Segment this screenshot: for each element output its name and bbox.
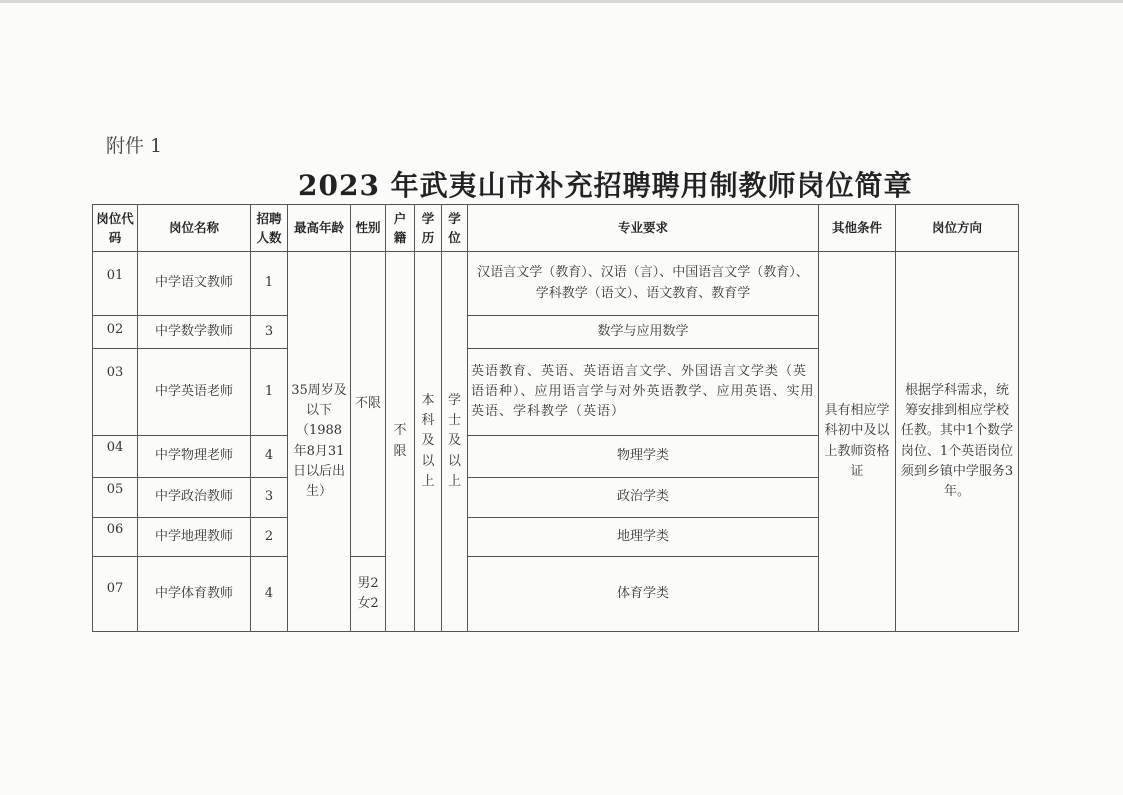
row-count: 1 bbox=[251, 252, 288, 316]
direction-cell: 根据学科需求，统筹安排到相应学校任教。其中1个数学岗位、1个英语岗位须到乡镇中学服务3年。 bbox=[896, 252, 1019, 632]
age-cell: 35周岁及以下（1988年8月31日以后出生） bbox=[288, 252, 351, 632]
row-code: 07 bbox=[93, 557, 138, 632]
row-major: 体育学类 bbox=[468, 557, 819, 632]
row-major: 地理学类 bbox=[468, 518, 819, 557]
gender-cell-07: 男2 女2 bbox=[351, 557, 386, 632]
row-major: 汉语言文学（教育）、汉语（言）、中国语言文学（教育）、学科教学（语文）、语文教育、教育学 bbox=[468, 252, 819, 316]
row-name: 中学地理教师 bbox=[138, 518, 251, 557]
table-row bbox=[93, 252, 1019, 316]
header-code: 岗位代码 bbox=[93, 205, 138, 252]
row-code: 02 bbox=[93, 316, 138, 349]
row-name: 中学语文教师 bbox=[138, 252, 251, 316]
row-code: 05 bbox=[93, 478, 138, 518]
row-major: 英语教育、英语、英语语言文学、外国语言文学类（英语语种）、应用语言学与对外英语教学、应用英语、实用英语、学科教学（英语） bbox=[468, 349, 819, 436]
header-gender: 性别 bbox=[351, 205, 386, 252]
scan-edge bbox=[0, 0, 1123, 3]
hukou-cell: 不限 bbox=[386, 252, 415, 632]
header-hukou: 户籍 bbox=[386, 205, 415, 252]
header-count: 招聘人数 bbox=[251, 205, 288, 252]
header-education: 学历 bbox=[415, 205, 442, 252]
header-direction: 岗位方向 bbox=[896, 205, 1019, 252]
page-title: 2023 年武夷山市补充招聘聘用制教师岗位简章 bbox=[298, 169, 913, 202]
row-code: 04 bbox=[93, 436, 138, 478]
gender-cell: 不限 bbox=[351, 252, 386, 557]
row-major: 数学与应用数学 bbox=[468, 316, 819, 349]
row-code: 01 bbox=[93, 252, 138, 316]
row-code: 03 bbox=[93, 349, 138, 436]
positions-table bbox=[92, 204, 1019, 632]
row-name: 中学物理老师 bbox=[138, 436, 251, 478]
row-name: 中学英语老师 bbox=[138, 349, 251, 436]
table-header-row bbox=[93, 205, 1019, 252]
header-name: 岗位名称 bbox=[138, 205, 251, 252]
other-cell: 具有相应学科初中及以上教师资格证 bbox=[819, 252, 896, 632]
education-cell: 本科及以上 bbox=[415, 252, 442, 632]
row-major: 政治学类 bbox=[468, 478, 819, 518]
row-count: 3 bbox=[251, 316, 288, 349]
row-count: 2 bbox=[251, 518, 288, 557]
header-major: 专业要求 bbox=[468, 205, 819, 252]
header-age: 最高年龄 bbox=[288, 205, 351, 252]
row-count: 4 bbox=[251, 557, 288, 632]
row-count: 1 bbox=[251, 349, 288, 436]
header-degree: 学位 bbox=[442, 205, 468, 252]
row-code: 06 bbox=[93, 518, 138, 557]
row-name: 中学政治教师 bbox=[138, 478, 251, 518]
row-count: 3 bbox=[251, 478, 288, 518]
attachment-label: 附件 1 bbox=[106, 135, 163, 157]
row-name: 中学体育教师 bbox=[138, 557, 251, 632]
header-other: 其他条件 bbox=[819, 205, 896, 252]
row-major: 物理学类 bbox=[468, 436, 819, 478]
row-count: 4 bbox=[251, 436, 288, 478]
degree-cell: 学士及以上 bbox=[442, 252, 468, 632]
row-name: 中学数学教师 bbox=[138, 316, 251, 349]
